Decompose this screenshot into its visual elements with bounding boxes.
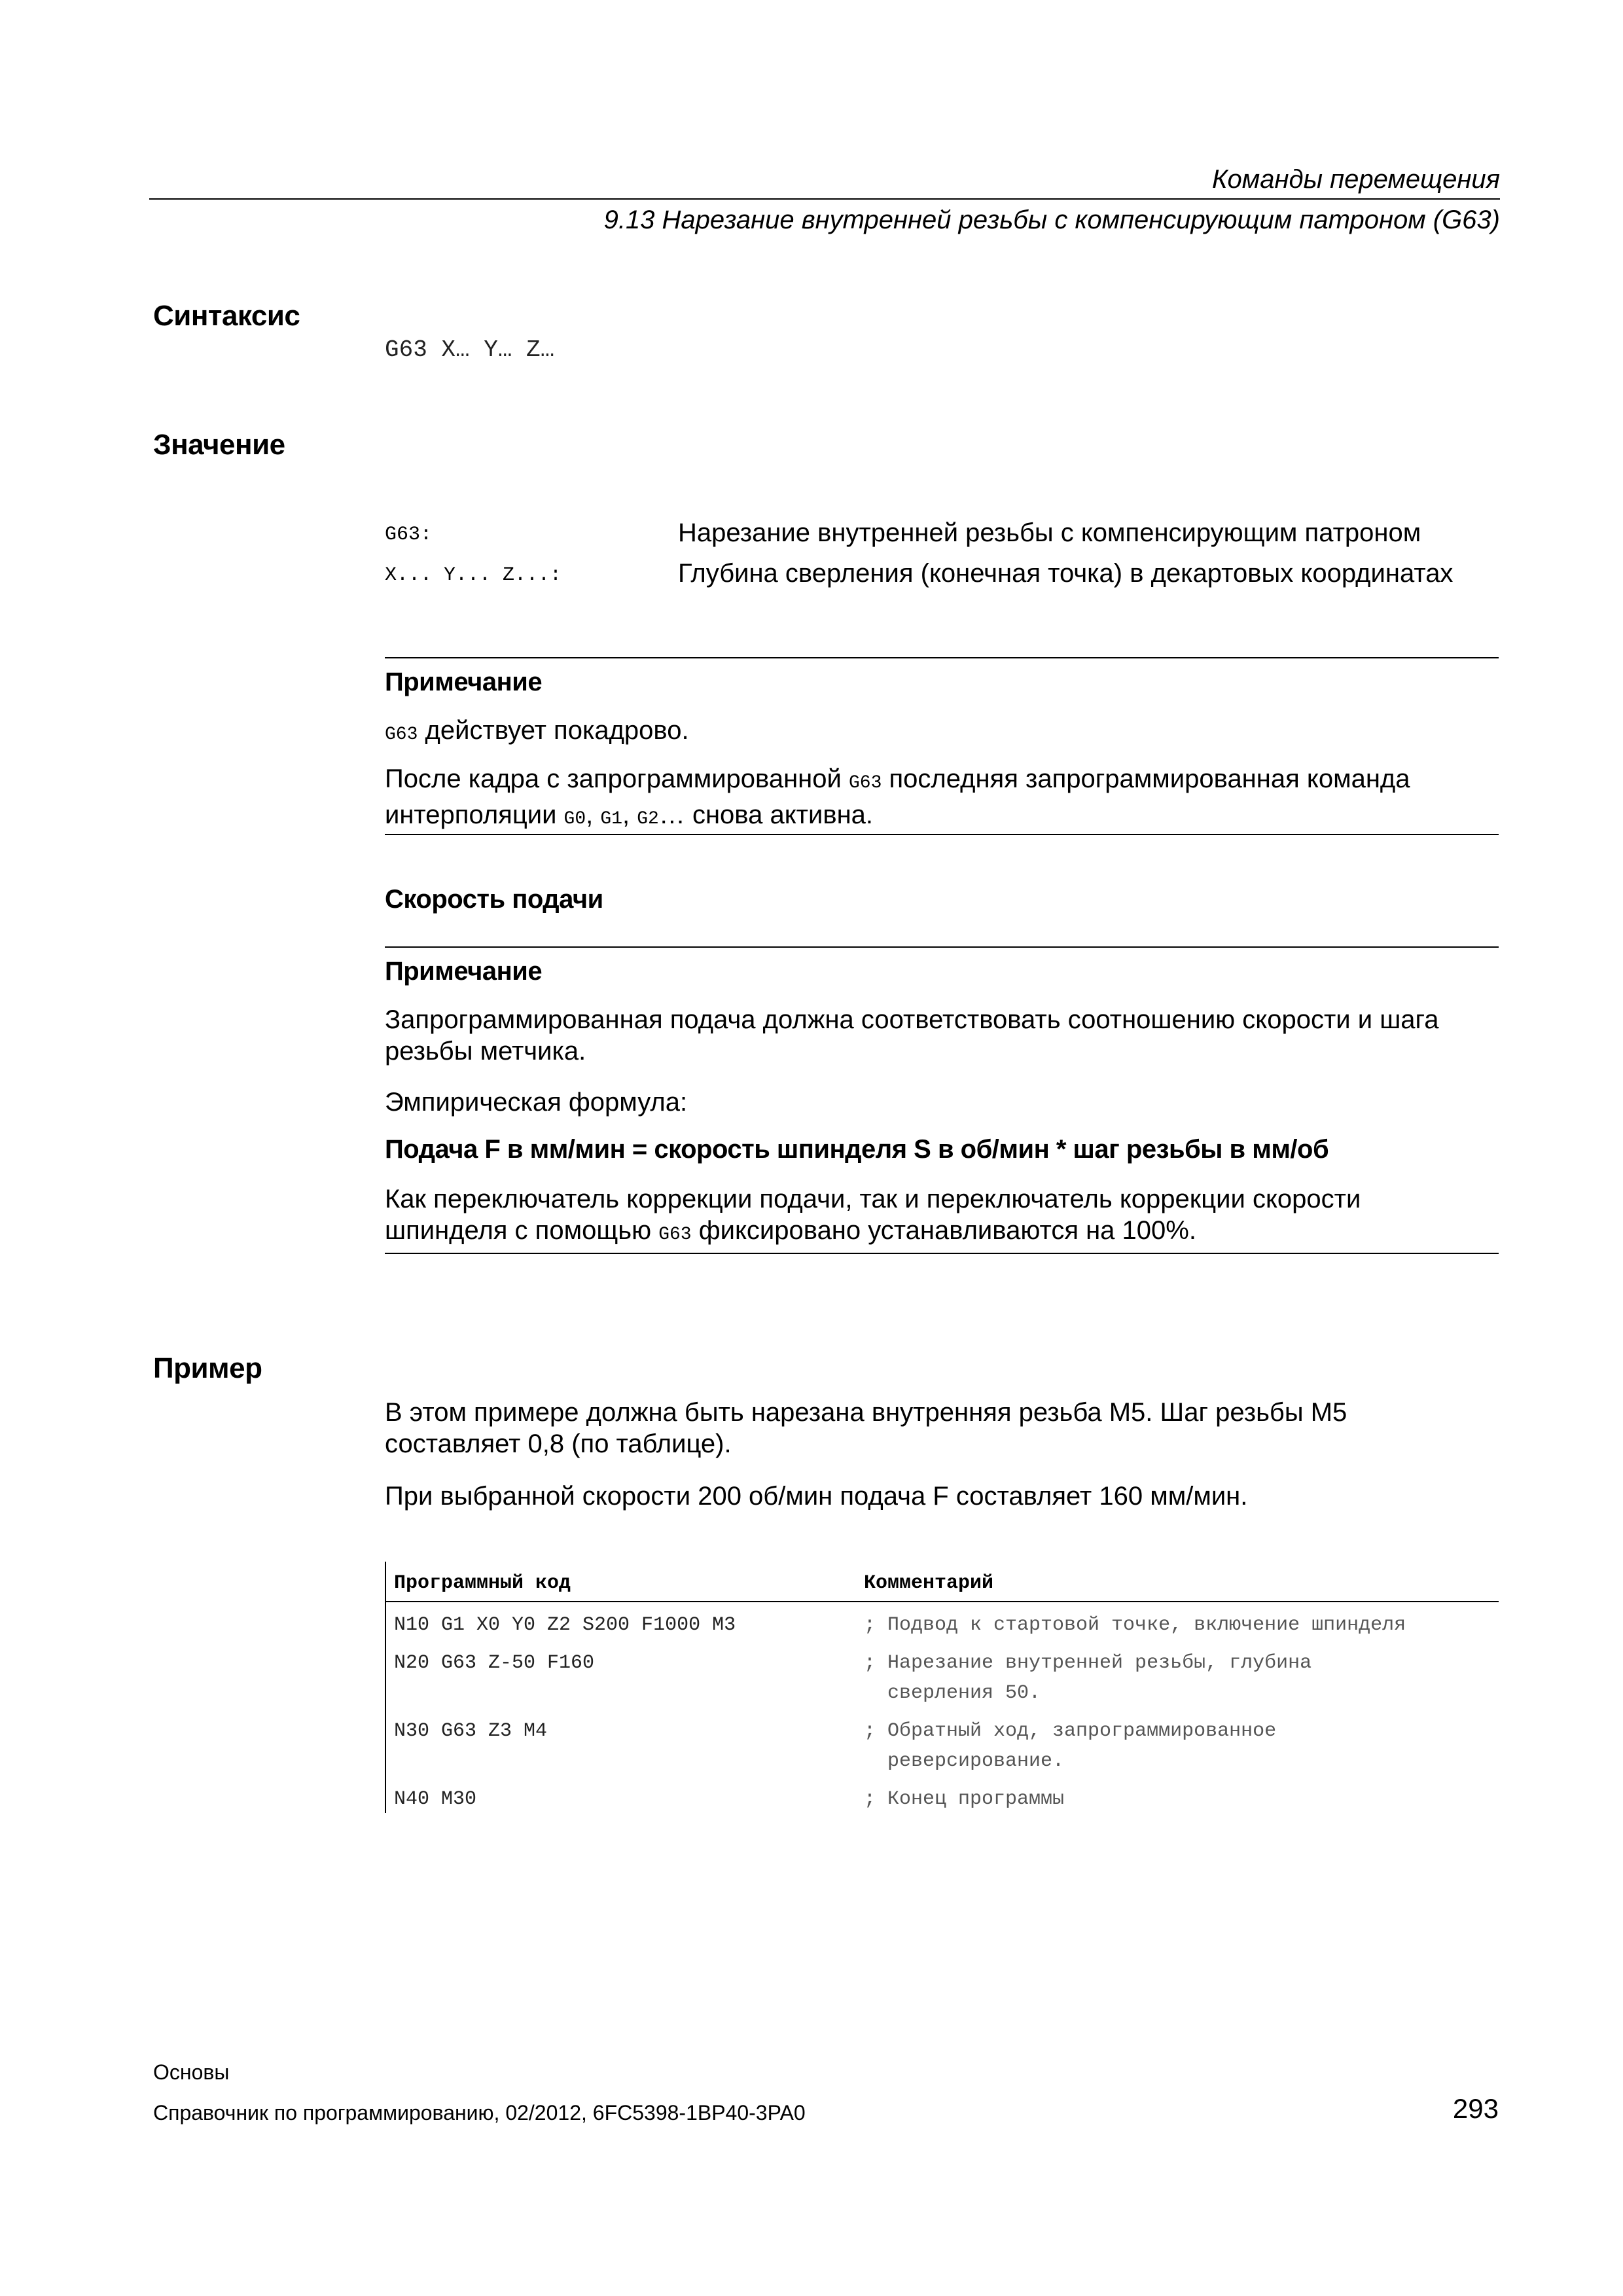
- note-bottom-rule: [385, 1253, 1499, 1254]
- note-paragraph: [385, 763, 1410, 835]
- page-number: 293: [1452, 2093, 1499, 2124]
- note-text: ,: [586, 800, 601, 829]
- footer-manual-info: Справочник по программированию, 02/2012, 6FC5398-1BP40-3PA0: [153, 2101, 806, 2125]
- note-text: ,: [622, 800, 637, 829]
- footer-book-title: Основы: [153, 2060, 230, 2084]
- formula: Подача F в мм/мин = скорость шпинделя S в об/мин * шаг резьбы в мм/об: [385, 1135, 1329, 1164]
- note-text: … снова активна.: [658, 800, 874, 829]
- inline-code: G0: [563, 809, 586, 829]
- table-header-comment: Комментарий: [864, 1572, 994, 1594]
- note-title: Примечание: [385, 957, 543, 986]
- example-text: В этом примере должна быть нарезана внутренняя резьба M5. Шаг резьбы M5: [385, 1398, 1347, 1427]
- table-row-code: N10 G1 X0 Y0 Z2 S200 F1000 M3: [394, 1614, 736, 1636]
- inline-code: G2: [637, 809, 659, 829]
- comment-marker: ;: [864, 1788, 876, 1810]
- syntax-code: G63 X… Y… Z…: [385, 336, 555, 363]
- note-paragraph: Эмпирическая формула:: [385, 1088, 688, 1117]
- note-text: последняя запрограммированная команда: [882, 764, 1410, 793]
- note-text: фиксировано устанавливаются на 100%.: [691, 1216, 1196, 1245]
- comment-text: сверления 50.: [887, 1682, 1041, 1704]
- note-text: Запрограммированная подача должна соответствовать соотношению скорости и шага: [385, 1005, 1439, 1034]
- example-paragraph: При выбранной скорости 200 об/мин подача F составляет 160 мм/мин.: [385, 1482, 1248, 1511]
- note-title: Примечание: [385, 668, 543, 696]
- table-row-comment: [864, 1784, 1479, 1814]
- table-row-comment: [864, 1716, 1479, 1776]
- running-header-chapter: Команды перемещения: [1211, 165, 1500, 194]
- header-rule: [149, 198, 1500, 200]
- note-paragraph: [385, 1183, 1361, 1251]
- note-text: резьбы метчика.: [385, 1037, 586, 1066]
- note-text: Как переключатель коррекции подачи, так и переключатель коррекции скорости: [385, 1185, 1361, 1213]
- table-left-border: [385, 1562, 386, 1813]
- comment-marker: ;: [864, 1614, 876, 1636]
- inline-code: G63: [658, 1225, 692, 1245]
- table-row-code: N30 G63 Z3 M4: [394, 1720, 548, 1742]
- inline-code: G63: [385, 725, 418, 745]
- table-row-code: N20 G63 Z-50 F160: [394, 1652, 595, 1674]
- heading-example: Пример: [153, 1352, 262, 1384]
- definition-description: Глубина сверления (конечная точка) в декартовых координатах: [678, 559, 1454, 588]
- note-top-rule: [385, 946, 1499, 948]
- table-row-code: N40 M30: [394, 1788, 477, 1810]
- subheading-feed: Скорость подачи: [385, 885, 603, 914]
- comment-text: реверсирование.: [887, 1750, 1065, 1772]
- note-paragraph: [385, 1004, 1439, 1067]
- note-top-rule: [385, 657, 1499, 658]
- example-text: составляет 0,8 (по таблице).: [385, 1429, 732, 1458]
- comment-text: Конец программы: [887, 1788, 1065, 1810]
- comment-marker: ;: [864, 1652, 876, 1674]
- note-text: После кадра с запрограммированной: [385, 764, 849, 793]
- comment-text: Подвод к стартовой точке, включение шпинделя: [887, 1614, 1406, 1636]
- definition-description: Нарезание внутренней резьбы с компенсирующим патроном: [678, 518, 1421, 547]
- definition-term: X... Y... Z...:: [385, 564, 562, 586]
- note-text: интерполяции: [385, 800, 564, 829]
- comment-marker: ;: [864, 1720, 876, 1742]
- comment-text: Обратный ход, запрограммированное: [887, 1720, 1277, 1742]
- note-text: шпинделя с помощью: [385, 1216, 659, 1245]
- comment-text: Нарезание внутренней резьбы, глубина: [887, 1652, 1312, 1674]
- definition-term: G63:: [385, 524, 433, 546]
- running-header-section: 9.13 Нарезание внутренней резьбы с компенсирующим патроном (G63): [603, 206, 1500, 234]
- heading-syntax: Синтаксис: [153, 300, 300, 332]
- note-bottom-rule: [385, 834, 1499, 835]
- inline-code: G1: [600, 809, 622, 829]
- table-header-code: Программный код: [394, 1572, 571, 1594]
- example-paragraph: [385, 1397, 1347, 1460]
- table-row-comment: [864, 1648, 1479, 1708]
- inline-code: G63: [848, 773, 882, 793]
- table-header-rule: [385, 1601, 1499, 1602]
- note-paragraph: [385, 715, 689, 751]
- table-row-comment: [864, 1610, 1479, 1640]
- heading-meaning: Значение: [153, 429, 285, 461]
- note-text: действует покадрово.: [418, 716, 689, 745]
